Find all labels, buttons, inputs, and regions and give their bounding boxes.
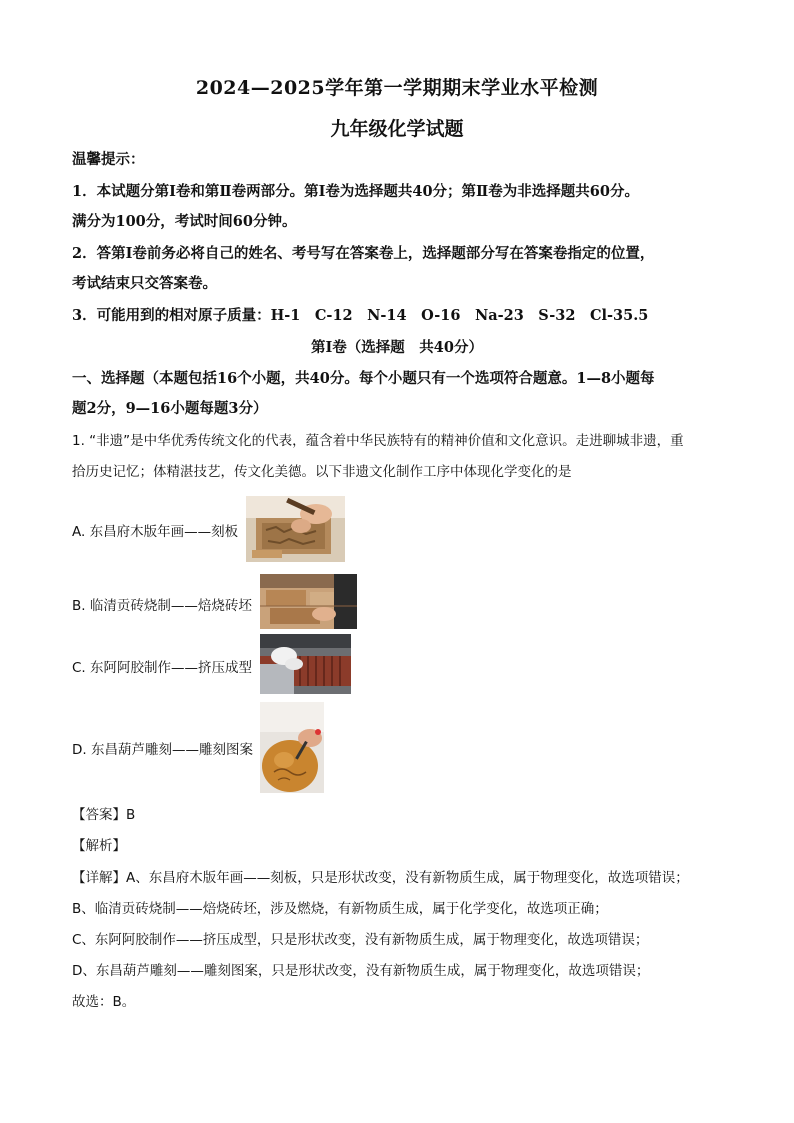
exam-subtitle: 九年级化学试题	[330, 118, 464, 140]
detail-option-a: 【详解】A、东昌府木版年画——刻板，只是形状改变，没有新物质生成，属于物理变化，故选项错误；	[72, 870, 689, 886]
detail-option-d: D、东昌葫芦雕刻——雕刻图案，只是形状改变，没有新物质生成，属于物理变化，故选项错误；	[72, 963, 650, 979]
section-title: 第Ⅰ卷（选择题 共40分）	[311, 339, 483, 356]
notice-item-2-line-1: 2．答第Ⅰ卷前务必将自己的姓名、考号写在答案卷上，选择题部分写在答案卷指定的位置，	[72, 245, 655, 262]
analysis-heading: 【解析】	[72, 838, 126, 854]
notice-heading: 温馨提示：	[72, 151, 145, 168]
section-heading-line-2: 题2分，9—16小题每题3分）	[72, 400, 268, 417]
notice-item-1-line-2: 满分为100分，考试时间60分钟。	[72, 213, 297, 230]
question-1-stem-line-2: 拾历史记忆；体精湛技艺，传文化美德。以下非遗文化制作工序中体现化学变化的是	[72, 464, 572, 480]
notice-item-1-line-1: 1．本试题分第Ⅰ卷和第Ⅱ卷两部分。第Ⅰ卷为选择题共40分；第Ⅱ卷为非选择题共60分。	[72, 183, 639, 200]
answer-line: 【答案】B	[72, 807, 136, 823]
notice-item-3: 3．可能用到的相对原子质量：H-1 C-12 N-14 O-16 Na-23 S-32 Cl-35.5	[72, 307, 649, 324]
option-a-label: A. 东昌府木版年画——刻板	[72, 524, 239, 540]
notice-item-2-line-2: 考试结束只交答案卷。	[72, 275, 217, 292]
detail-option-b: B、临清贡砖烧制——焙烧砖坯，涉及燃烧，有新物质生成，属于化学变化，故选项正确；	[72, 901, 608, 917]
section-heading-line-1: 一、选择题（本题包括16个小题，共40分。每个小题只有一个选项符合题意。1—8小题每	[72, 370, 655, 387]
option-b-label: B. 临清贡砖烧制——焙烧砖坯	[72, 598, 252, 614]
gelatin-pressing-photo	[260, 634, 351, 694]
wood-carving-photo	[246, 496, 345, 562]
option-d-label: D. 东昌葫芦雕刻——雕刻图案	[72, 742, 253, 758]
detail-option-c: C、东阿阿胶制作——挤压成型，只是形状改变，没有新物质生成，属于物理变化，故选项错误；	[72, 932, 649, 948]
gourd-carving-photo	[260, 702, 324, 793]
exam-title: 2024—2025学年第一学期期末学业水平检测	[195, 77, 599, 99]
conclusion-line: 故选：B。	[72, 994, 136, 1010]
question-1-stem-line-1: 1. “非遗”是中华优秀传统文化的代表，蕴含着中华民族特有的精神价值和文化意识。走进聊城非遗，重	[72, 433, 684, 449]
option-c-label: C. 东阿阿胶制作——挤压成型	[72, 660, 253, 676]
brick-firing-photo	[260, 574, 357, 629]
